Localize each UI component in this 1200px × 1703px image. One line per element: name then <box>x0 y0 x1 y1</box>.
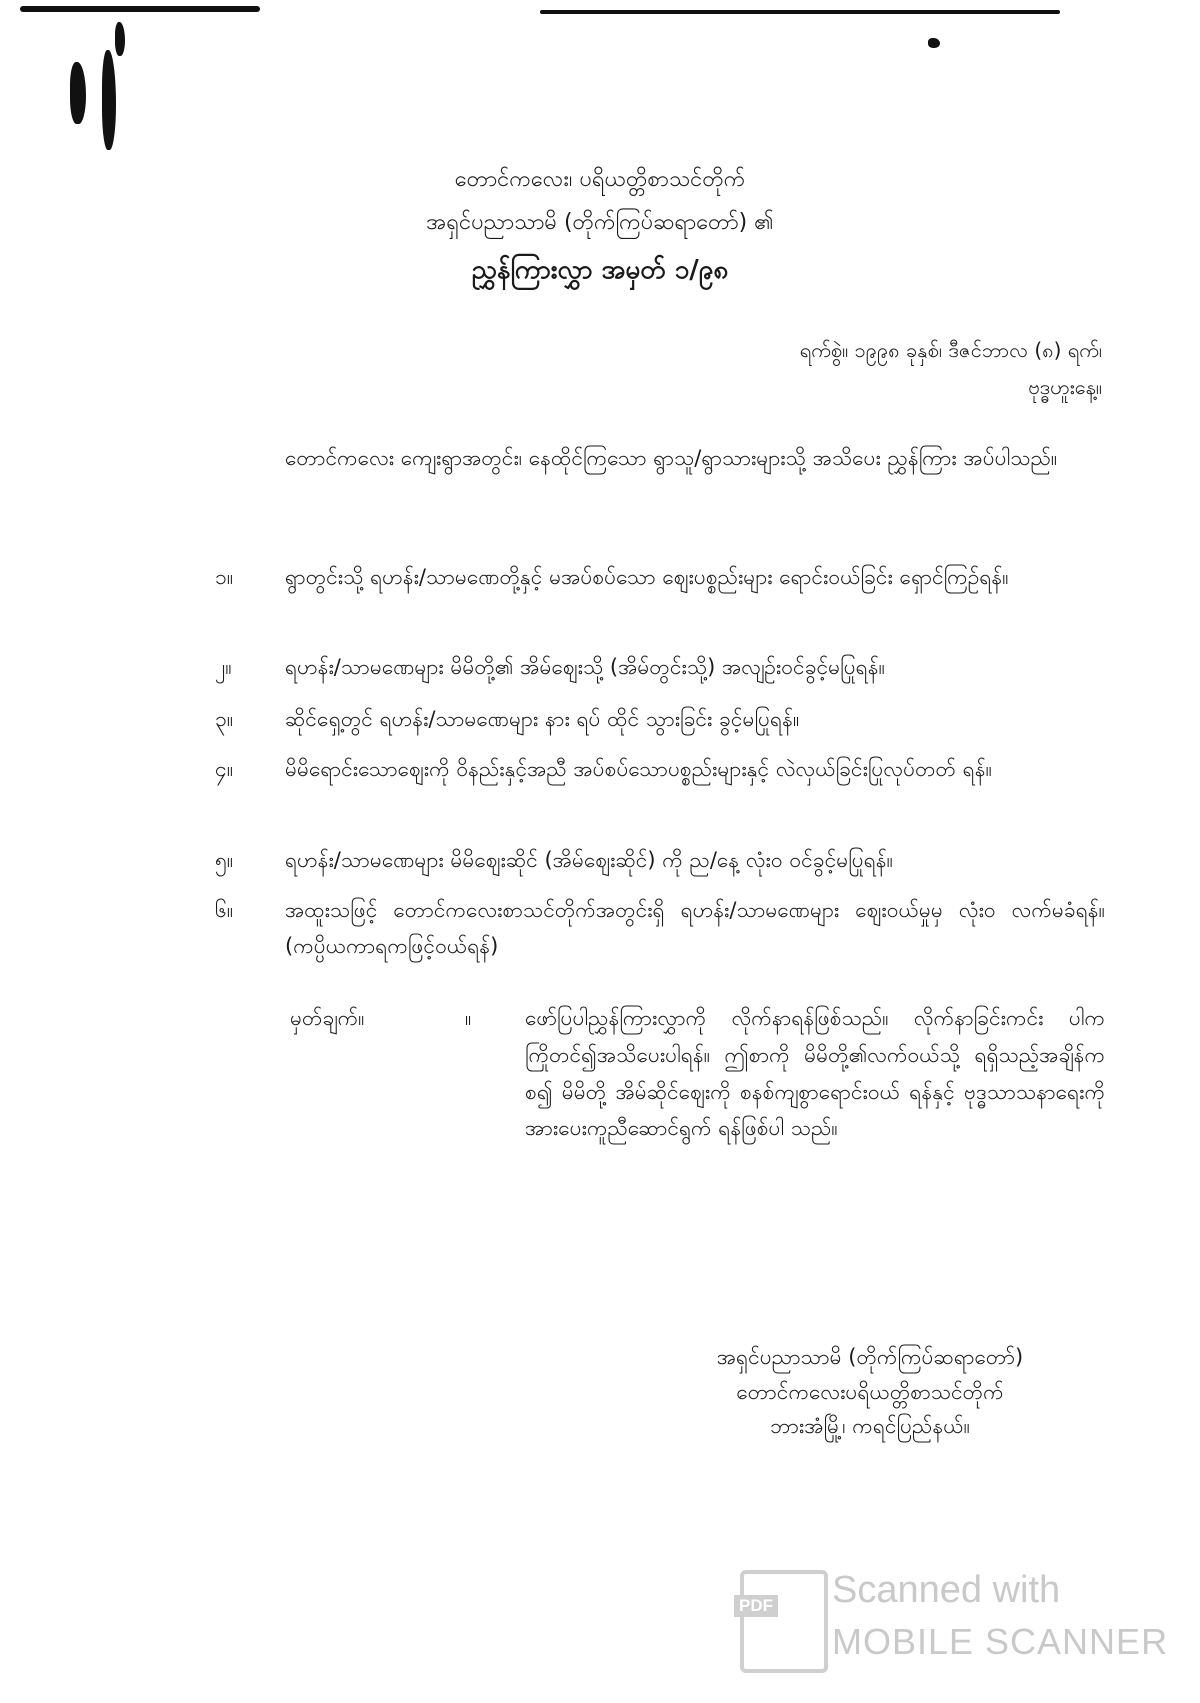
scan-mark-2 <box>70 62 86 124</box>
signature-line-1: အရှင်ပညာသာမိ (တိုက်ကြပ်ဆရာတော်) <box>716 1345 1024 1369</box>
note-separator: ။ <box>465 1006 472 1030</box>
note-label: မှတ်ချက်။ <box>290 1006 365 1030</box>
signature-line-2: တောင်ကလေးပရိယတ္တိစာသင်တိုက် <box>736 1379 1004 1404</box>
list-item <box>215 650 1105 686</box>
item-text: ရွာတွင်းသို့ ရဟန်း/သာမဏေတို့နှင့် မအပ်စပ်သော ဈေးပစ္စည်းများ ရောင်းဝယ်ခြင်း ရှောင်ကြဉ်ရန်။ <box>285 565 1009 589</box>
list-item <box>215 560 1105 596</box>
signature-line-3: ဘားအံမြို့၊ ကရင်ပြည်နယ်။ <box>770 1414 970 1439</box>
item-text: အထူးသဖြင့် တောင်ကလေးစာသင်တိုက်အတွင်းရှိ ရဟန်း/သာမဏေများ ဈေးဝယ်မှုမှ လုံးဝ လက်မခံရန်။ (ကပ္ပိယကာရကဖြင့်ဝယ်ရန်) <box>285 898 1105 958</box>
item-number: ၁။ <box>215 565 234 589</box>
item-number: ၄။ <box>215 757 234 781</box>
pdf-document-icon <box>740 1570 828 1673</box>
date-line-1: ရက်စွဲ။ ၁၉၉၈ ခုနှစ်၊ ဒီဇင်ဘာလ (၈) ရက်၊ <box>799 338 1102 362</box>
item-text: ဆိုင်ရှေ့တွင် ရဟန်း/သာမဏေများ နား ရပ် ထိုင် သွားခြင်း ခွင့်မပြုရန်။ <box>285 707 800 731</box>
date-line-2: ဗုဒ္ဓဟူးနေ့။ <box>1028 375 1102 399</box>
item-text: ရဟန်း/သာမဏေများ မိမိတို့၏ အိမ်ဈေးသို့ (အိမ်တွင်းသို့) အလျဉ်းဝင်ခွင့်မပြုရန်။ <box>285 655 885 679</box>
list-item <box>215 702 1105 738</box>
scan-mark-3 <box>102 50 116 150</box>
intro-paragraph: တောင်ကလေး ကျေးရွာအတွင်း၊ နေထိုင်ကြသော ရွာသူ/ရွာသားများသို့ အသိပေး ညွှန်ကြား အပ်ပါသည်။ <box>285 446 1058 470</box>
item-number: ၆။ <box>215 898 234 922</box>
list-item <box>215 893 1105 964</box>
item-number: ၃။ <box>215 707 234 731</box>
note-text: ဖော်ပြပါညွှန်ကြားလွှာကို လိုက်နာရန်ဖြစ်သည်။ လိုက်နာခြင်းကင်း ပါက ကြိုတင်၍အသိပေးပါရန်။ ဤစာကို မိမိတို့၏လက်ဝယ်သို့ ရရှိသည့်အချိန်ကစ၍ မိမိတို့ အိမ်ဆိုင်ဈေးကို စနစ်ကျစွာရောင်းဝယ် ရန်နှင့် ဗုဒ္ဓသာသနာရေးကို အားပေးကူညီဆောင်ရွက် ရန်ဖြစ်ပါ သည်။ <box>525 1006 1105 1141</box>
item-number: ၅။ <box>215 848 234 872</box>
watermark-line-2: MOBILE SCANNER <box>832 1621 1169 1662</box>
scan-mark-4 <box>928 38 940 48</box>
document-title: ညွှန်ကြားလွှာ အမှတ် ၁/၉၈ <box>471 255 729 285</box>
scanner-watermark <box>739 1565 1169 1675</box>
item-number: ၂။ <box>215 655 232 679</box>
header-line-1: တောင်ကလေး၊ ပရိယတ္တိစာသင်တိုက် <box>454 167 746 192</box>
header-line-2: အရှင်ပညာသာမိ (တိုက်ကြပ်ဆရာတော်) ၏ <box>426 210 774 235</box>
watermark-line-1: Scanned with <box>832 1569 1061 1611</box>
item-text: ရဟန်း/သာမဏေများ မိမိဈေးဆိုင် (အိမ်ဈေးဆိုင်) ကို ည/နေ့ လုံးဝ ဝင်ခွင့်မပြုရန်။ <box>285 848 894 872</box>
signature-block <box>620 1340 1120 1444</box>
scan-edge-line-right <box>540 10 1060 14</box>
item-text: မိမိရောင်းသောဈေးကို ဝိနည်းနှင့်အညီ အပ်စပ်သောပစ္စည်းများနှင့် လဲလှယ်ခြင်းပြုလုပ်တတ် ရန်။ <box>285 757 992 781</box>
scan-edge-line-left <box>20 6 260 12</box>
scan-mark-1 <box>115 22 125 56</box>
list-item <box>215 752 1105 788</box>
pdf-badge: PDF <box>734 1595 778 1617</box>
list-item <box>215 843 1105 879</box>
